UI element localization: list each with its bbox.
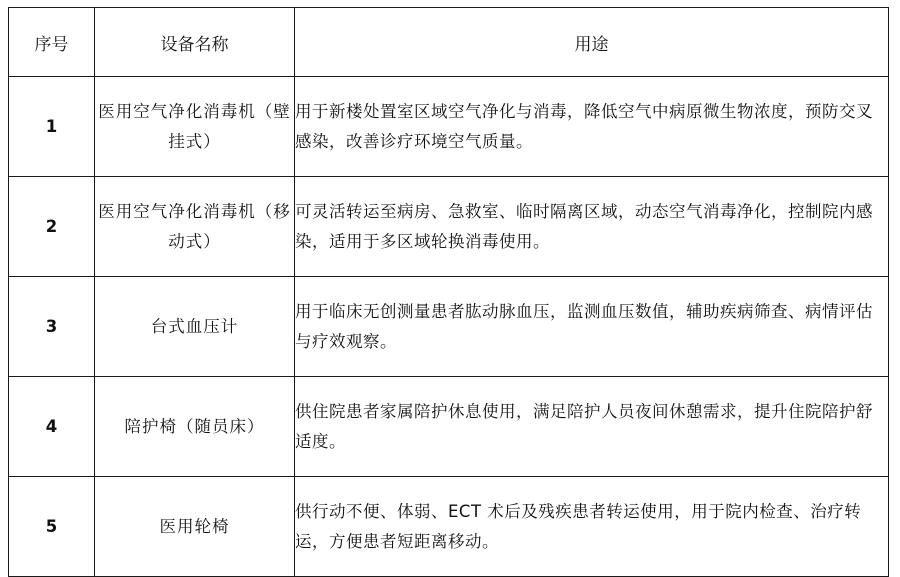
row-equipment-name: 医用轮椅 bbox=[95, 477, 295, 577]
row-purpose: 可灵活转运至病房、急救室、临时隔离区域，动态空气消毒净化，控制院内感染，适用于多区域轮换消毒使用。 bbox=[295, 177, 889, 277]
header-purpose: 用途 bbox=[295, 8, 889, 77]
row-serial-number: 1 bbox=[9, 77, 95, 177]
row-equipment-name: 医用空气净化消毒机（壁挂式） bbox=[95, 77, 295, 177]
table-row bbox=[9, 177, 889, 277]
row-equipment-name: 陪护椅（随员床） bbox=[95, 377, 295, 477]
row-serial-number: 3 bbox=[9, 277, 95, 377]
header-serial-number: 序号 bbox=[9, 8, 95, 77]
row-equipment-name: 台式血压计 bbox=[95, 277, 295, 377]
row-purpose: 供行动不便、体弱、ECT 术后及残疾患者转运使用，用于院内检查、治疗转运，方便患者短距离移动。 bbox=[295, 477, 889, 577]
table-row bbox=[9, 477, 889, 577]
table-body bbox=[9, 77, 889, 577]
row-equipment-name: 医用空气净化消毒机（移动式） bbox=[95, 177, 295, 277]
row-serial-number: 2 bbox=[9, 177, 95, 277]
table-row bbox=[9, 377, 889, 477]
header-row bbox=[9, 8, 889, 77]
row-purpose: 用于新楼处置室区域空气净化与消毒，降低空气中病原微生物浓度，预防交叉感染，改善诊疗环境空气质量。 bbox=[295, 77, 889, 177]
table-header bbox=[9, 8, 889, 77]
header-equipment-name: 设备名称 bbox=[95, 8, 295, 77]
table-row bbox=[9, 77, 889, 177]
row-purpose: 供住院患者家属陪护休息使用，满足陪护人员夜间休憩需求，提升住院陪护舒适度。 bbox=[295, 377, 889, 477]
row-serial-number: 4 bbox=[9, 377, 95, 477]
row-serial-number: 5 bbox=[9, 477, 95, 577]
table-row bbox=[9, 277, 889, 377]
equipment-table bbox=[8, 7, 889, 577]
row-purpose: 用于临床无创测量患者肱动脉血压，监测血压数值，辅助疾病筛查、病情评估与疗效观察。 bbox=[295, 277, 889, 377]
